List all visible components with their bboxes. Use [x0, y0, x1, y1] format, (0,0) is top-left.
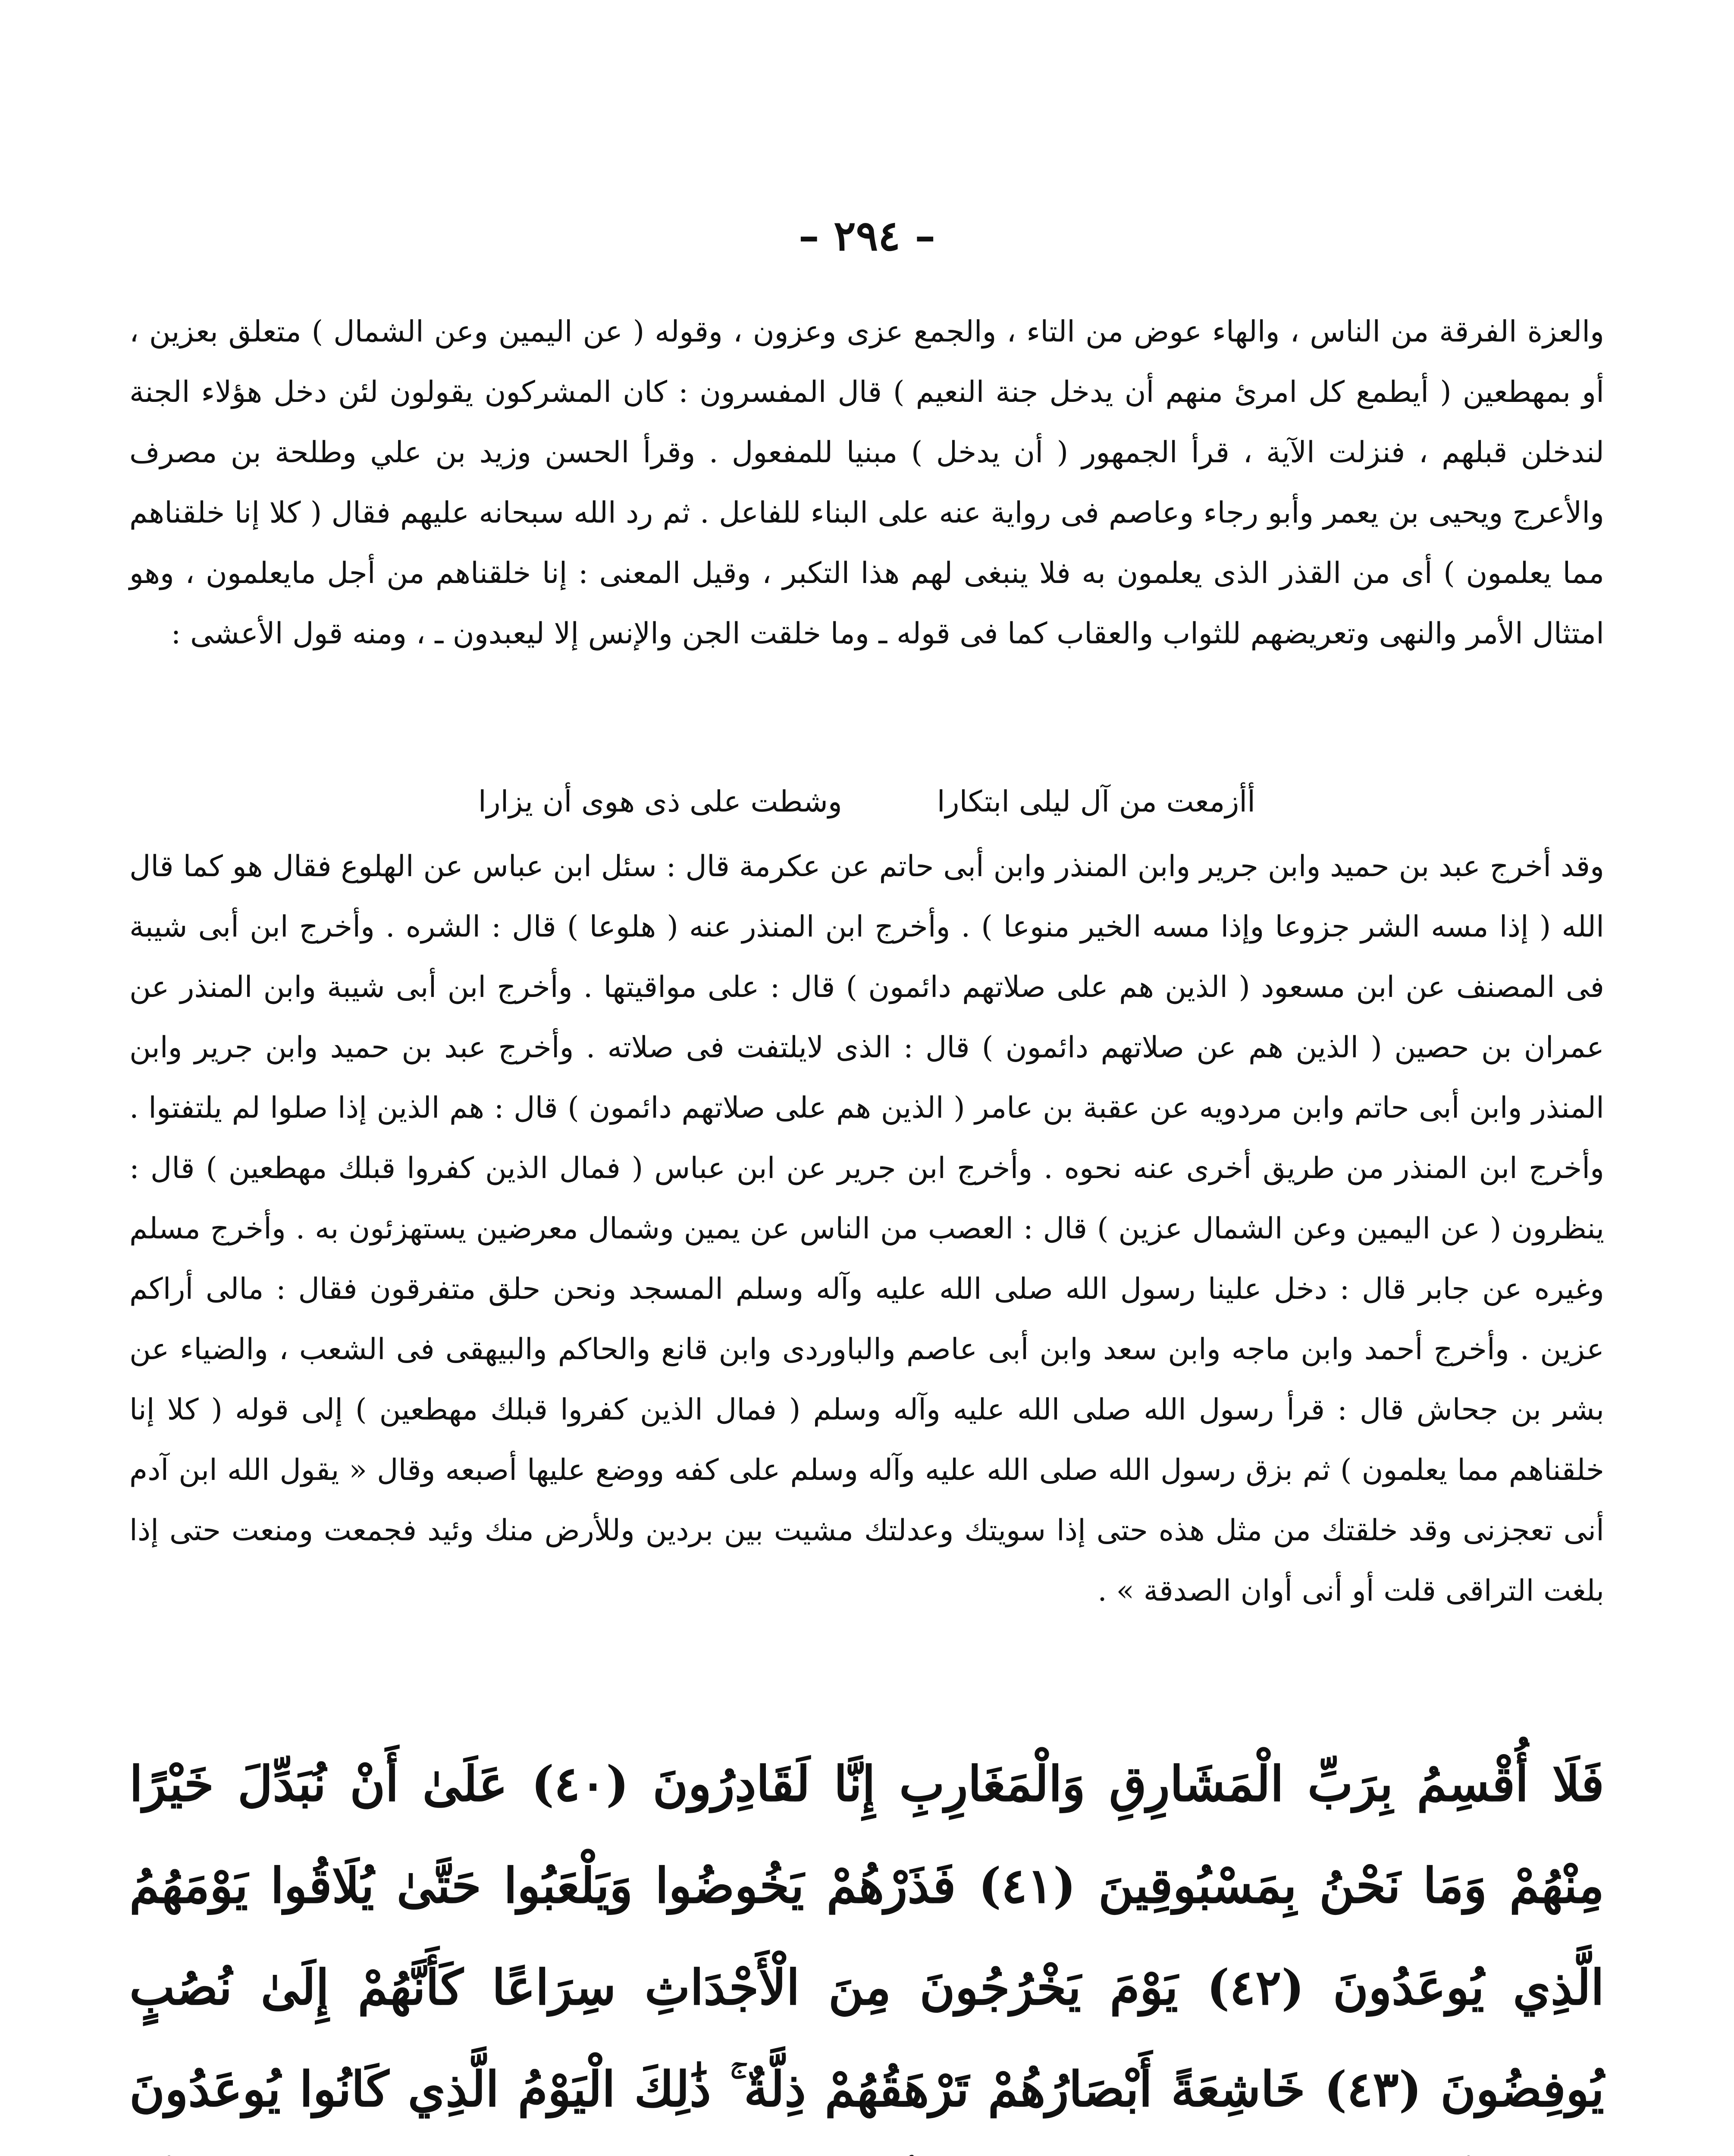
commentary-paragraph-3 [129, 2145, 1604, 2156]
verse-hemistich-left: وشطت على ذى هوى أن يزارا [478, 785, 842, 819]
commentary-text-1: والعزة الفرقة من الناس ، والهاء عوض من التاء ، والجمع عزى وعزون ، وقوله ( عن اليمين وعن الشمال ) متعلق بعزين ، أو بمهطعين ( أيطمع كل امرئ منهم أن يدخل جنة النعيم ) قال المفسرون : كان المشركون يقولون لئن دخل هؤلاء الجنة لندخلن قبلهم ، فنزلت الآية ، قرأ الجمهور ( أن يدخل ) مبنيا للمفعول . وقرأ الحسن وزيد بن علي وطلحة بن مصرف والأعرج ويحيى بن يعمر وأبو رجاء وعاصم فى رواية عنه على البناء للفاعل . ثم رد الله سبحانه عليهم فقال ( كلا إنا خلقناهم مما يعلمون ) أى من القذر الذى يعلمون به فلا ينبغى لهم هذا التكبر ، وقيل المعنى : إنا خلقناهم من أجل مايعلمون ، وهو امتثال الأمر والنهى وتعريضهم للثواب والعقاب كما فى قوله ـ وما خلقت الجن والإنس إلا ليعبدون ـ ، ومنه قول الأعشى : [129, 315, 1604, 651]
quran-text: فَلَا أُقْسِمُ بِرَبِّ الْمَشَارِقِ وَالْمَغَارِبِ إِنَّا لَقَادِرُونَ (٤٠) عَلَىٰ أَنْ نُبَدِّلَ خَيْرًا مِنْهُمْ وَمَا نَحْنُ بِمَسْبُوقِينَ (٤١) فَذَرْهُمْ يَخُوضُوا وَيَلْعَبُوا حَتَّىٰ يُلَاقُوا يَوْمَهُمُ الَّذِي يُوعَدُونَ (٤٢) يَوْمَ يَخْرُجُونَ مِنَ الْأَجْدَاثِ سِرَاعًا كَأَنَّهُمْ إِلَىٰ نُصُبٍ يُوفِضُونَ (٤٣) خَاشِعَةً أَبْصَارُهُمْ تَرْهَقُهُمْ ذِلَّةٌ ۚ ذَٰلِكَ الْيَوْمُ الَّذِي كَانُوا يُوعَدُونَ [129, 1756, 1605, 2118]
quran-verses [129, 1733, 1604, 2156]
commentary-paragraph-2 [129, 837, 1604, 1621]
page-number: – ٢٩٤ – [798, 211, 936, 260]
verse-hemistich-right: أأزمعت من آل ليلى ابتكارا [937, 785, 1256, 819]
poetry-verse [129, 772, 1604, 832]
commentary-text-3 [129, 2145, 1604, 2156]
commentary-paragraph-1 [129, 302, 1604, 664]
commentary-text-2: وقد أخرج عبد بن حميد وابن جرير وابن المنذر وابن أبى حاتم عن عكرمة قال : سئل ابن عباس عن الهلوع فقال هو كما قال الله ( إذا مسه الشر جزوعا وإذا مسه الخير منوعا ) . وأخرج ابن المنذر عنه ( هلوعا ) قال : الشره . وأخرج ابن أبى شيبة فى المصنف عن ابن مسعود ( الذين هم على صلاتهم دائمون ) قال : على مواقيتها . وأخرج ابن أبى شيبة وابن المنذر عن عمران بن حصين ( الذين هم عن صلاتهم دائمون ) قال : الذى لايلتفت فى صلاته . وأخرج عبد بن حميد وابن جرير وابن المنذر وابن أبى حاتم وابن مردويه عن عقبة بن عامر ( الذين هم على صلاتهم دائمون ) قال : هم الذين إذا صلوا لم يلتفتوا . وأخرج ابن المنذر من طريق أخرى عنه نحوه . وأخرج ابن جرير عن ابن عباس ( فمال الذين كفروا قبلك مهطعين ) قال : ينظرون ( عن اليمين وعن الشمال عزين ) قال : العصب من الناس عن يمين وشمال معرضين يستهزئون به . وأخرج مسلم وغيره عن جابر قال : دخل علينا رسول الله صلى الله عليه وآله وسلم المسجد ونحن حلق متفرقون فقال : مالى أراكم عزين . وأخرج أحمد وابن ماجه وابن سعد وابن أبى عاصم والباوردى وابن قانع والحاكم والبيهقى فى الشعب ، والضياء عن بشر بن جحاش قال : قرأ رسول الله صلى الله عليه وآله وسلم ( فمال الذين كفروا قبلك مهطعين ) إلى قوله ( كلا إنا خلقناهم مما يعلمون ) ثم بزق رسول الله صلى الله عليه وآله وسلم على كفه ووضع عليها أصبعه وقال « يقول الله ابن آدم أنى تعجزنى وقد خلقتك من مثل هذه حتى إذا سويتك وعدلتك مشيت بين بردين وللأرض منك وئيد فجمعت ومنعت حتى إذا بلغت التراقى قلت أو أنى أوان الصدقة » . [129, 849, 1604, 1608]
